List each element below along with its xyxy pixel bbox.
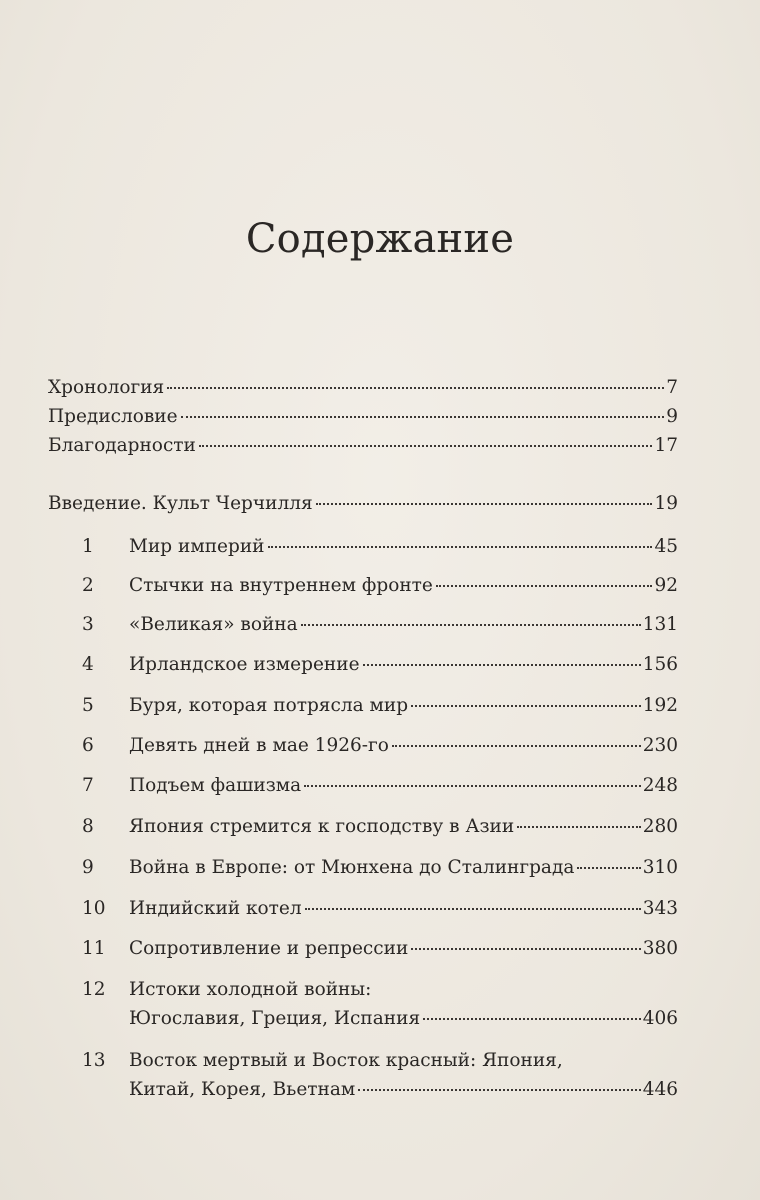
toc-page-number: 380 xyxy=(642,938,678,959)
toc-entry-label: Индийский котел xyxy=(129,898,302,919)
toc-entry-chapter-1[interactable] xyxy=(129,535,678,559)
chapter-number: 3 xyxy=(82,614,94,635)
toc-entry-label: Югославия, Греция, Испания xyxy=(129,1008,421,1029)
toc-entry-label: Введение. Культ Черчилля xyxy=(48,493,313,514)
toc-entry-chapter-6[interactable] xyxy=(129,734,678,758)
chapter-number: 2 xyxy=(82,575,94,596)
toc-page-number: 45 xyxy=(654,536,678,557)
chapter-number: 5 xyxy=(82,695,94,716)
toc-entry-label: Девять дней в мае 1926-го xyxy=(129,735,389,756)
toc-entry-label: «Великая» война xyxy=(129,614,298,635)
dot-leader xyxy=(304,785,640,787)
toc-entry-label: Стычки на внутреннем фронте xyxy=(129,575,433,596)
toc-entry-chapter-4[interactable] xyxy=(129,653,678,677)
toc-entry-chronology[interactable] xyxy=(48,376,678,400)
toc-entry-chapter-10[interactable] xyxy=(129,897,678,921)
toc-page-number: 9 xyxy=(666,406,678,427)
toc-page-number: 192 xyxy=(642,695,678,716)
chapter-number: 10 xyxy=(82,898,106,919)
toc-page-number: 7 xyxy=(666,377,678,398)
dot-leader xyxy=(423,1018,641,1020)
dot-leader xyxy=(268,546,653,548)
toc-page-number: 280 xyxy=(642,816,678,837)
dot-leader xyxy=(411,705,641,707)
toc-page-number: 19 xyxy=(654,493,678,514)
toc-entry-chapter-3[interactable] xyxy=(129,613,678,637)
dot-leader xyxy=(301,624,641,626)
dot-leader xyxy=(199,445,653,447)
chapter-number: 12 xyxy=(82,979,106,1000)
chapter-number: 9 xyxy=(82,857,94,878)
toc-page-number: 156 xyxy=(642,654,678,675)
dot-leader xyxy=(577,867,640,869)
toc-page-number: 406 xyxy=(642,1008,678,1029)
chapter-number: 13 xyxy=(82,1050,106,1071)
toc-entry-chapter-9[interactable] xyxy=(129,856,678,880)
toc-entry-acknowledgements[interactable] xyxy=(48,434,678,458)
toc-entry-label: Война в Европе: от Мюнхена до Сталинграда xyxy=(129,857,575,878)
toc-entry-chapter-5[interactable] xyxy=(129,694,678,718)
toc-page-number: 248 xyxy=(642,775,678,796)
dot-leader xyxy=(305,908,641,910)
toc-entry-label: Благодарности xyxy=(48,435,196,456)
toc-page-number: 131 xyxy=(642,614,678,635)
toc-entry-label: Китай, Корея, Вьетнам xyxy=(129,1079,356,1100)
toc-entry-preface[interactable] xyxy=(48,405,678,429)
dot-leader xyxy=(517,826,640,828)
toc-page-number: 92 xyxy=(654,575,678,596)
toc-entry-chapter-11[interactable] xyxy=(129,937,678,961)
chapter-number: 6 xyxy=(82,735,94,756)
dot-leader xyxy=(363,664,641,666)
dot-leader xyxy=(436,585,653,587)
chapter-number: 4 xyxy=(82,654,94,675)
toc-page-number: 230 xyxy=(642,735,678,756)
toc-entry-chapter-7[interactable] xyxy=(129,774,678,798)
dot-leader xyxy=(181,416,665,418)
dot-leader xyxy=(167,387,664,389)
chapter-number: 11 xyxy=(82,938,106,959)
toc-entry-label-line1: Восток мертвый и Восток красный: Япония, xyxy=(129,1050,563,1071)
chapter-number: 7 xyxy=(82,775,94,796)
chapter-number: 1 xyxy=(82,536,94,557)
toc-entry-chapter-2[interactable] xyxy=(129,574,678,598)
dot-leader xyxy=(358,1089,640,1091)
dot-leader xyxy=(392,745,641,747)
toc-entry-chapter-8[interactable] xyxy=(129,815,678,839)
toc-entry-introduction[interactable] xyxy=(48,492,678,516)
toc-page-number: 17 xyxy=(654,435,678,456)
toc-entry-label: Подъем фашизма xyxy=(129,775,302,796)
toc-entry-label: Ирландское измерение xyxy=(129,654,360,675)
page-title: Содержание xyxy=(245,216,515,262)
toc-entry-chapter-12[interactable] xyxy=(129,1007,678,1031)
toc-entry-label: Предисловие xyxy=(48,406,178,427)
dot-leader xyxy=(411,948,640,950)
toc-entry-label: Япония стремится к господству в Азии xyxy=(129,816,515,837)
toc-page-number: 310 xyxy=(642,857,678,878)
chapter-number: 8 xyxy=(82,816,94,837)
toc-page-number: 446 xyxy=(642,1079,678,1100)
toc-entry-label: Сопротивление и репрессии xyxy=(129,938,409,959)
toc-page-number: 343 xyxy=(642,898,678,919)
toc-entry-label: Хронология xyxy=(48,377,165,398)
toc-entry-label: Буря, которая потрясла мир xyxy=(129,695,409,716)
dot-leader xyxy=(316,503,653,505)
toc-entry-label: Мир империй xyxy=(129,536,265,557)
toc-entry-label-line1: Истоки холодной войны: xyxy=(129,979,372,1000)
toc-entry-chapter-13[interactable] xyxy=(129,1078,678,1102)
